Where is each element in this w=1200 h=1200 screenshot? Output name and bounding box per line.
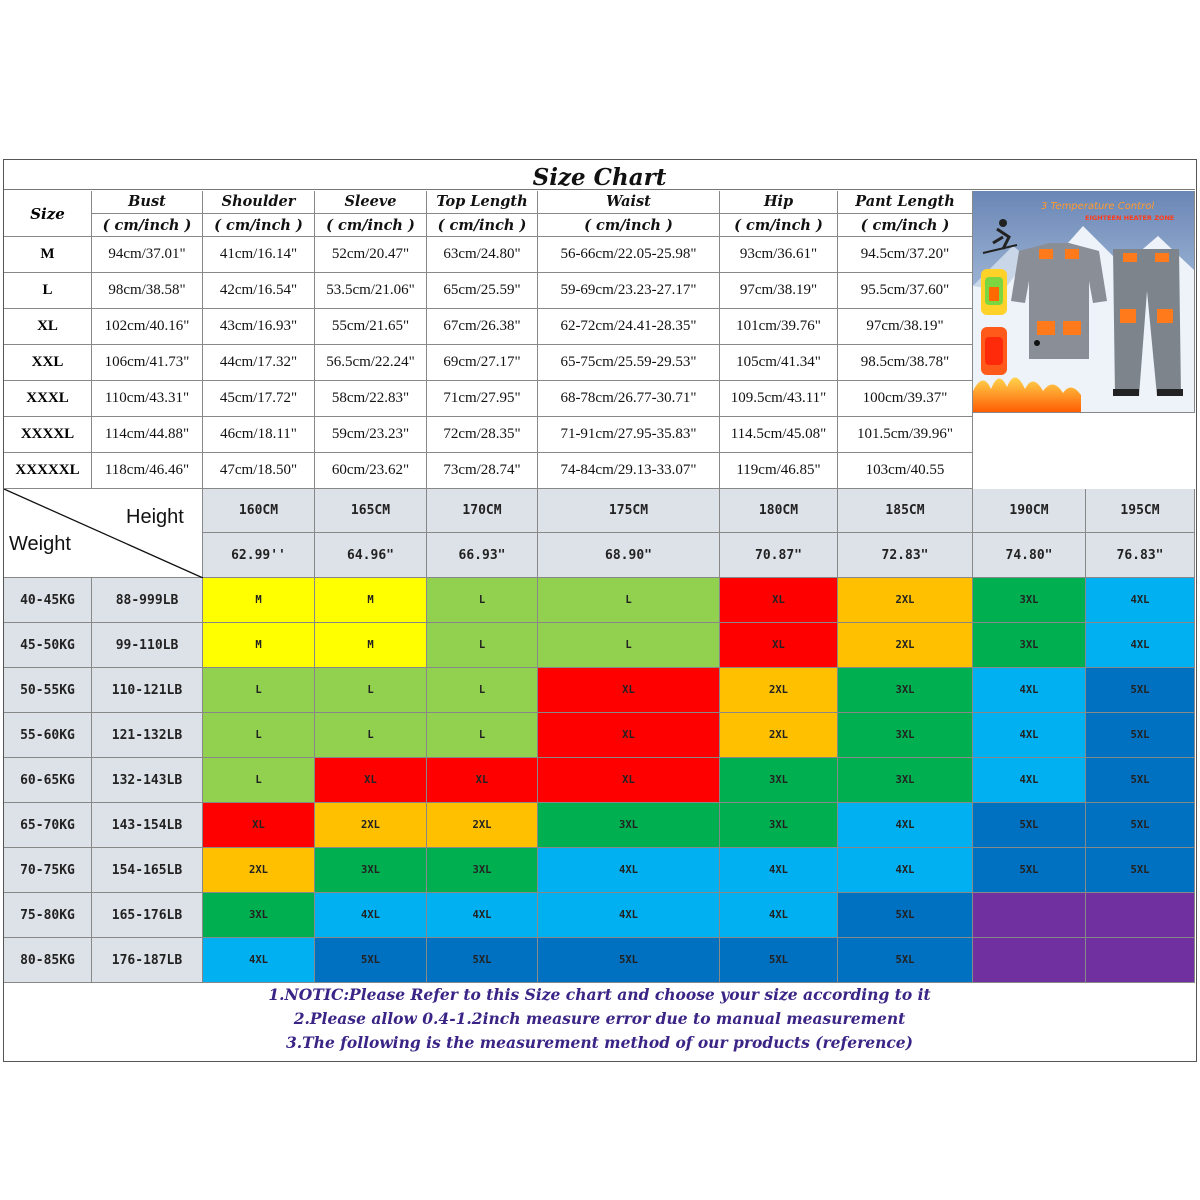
- size-grid-cell: 4XL: [203, 938, 315, 983]
- size-grid-cell: 4XL: [720, 848, 838, 893]
- size-grid-cell: 4XL: [427, 893, 538, 938]
- size-grid-cell: 4XL: [838, 803, 973, 848]
- size-label-cell: XXXL: [4, 381, 92, 417]
- size-grid-cell: 3XL: [427, 848, 538, 893]
- size-grid-cell: [973, 893, 1086, 938]
- weight-kg-cell: 75-80KG: [4, 893, 92, 938]
- weight-lb-cell: 132-143LB: [92, 758, 203, 803]
- height-in-header: 70.87": [720, 533, 838, 578]
- measure-value-cell: 44cm/17.32": [203, 345, 315, 381]
- weight-lb-cell: 99-110LB: [92, 623, 203, 668]
- weight-kg-cell: 45-50KG: [4, 623, 92, 668]
- size-grid-cell: 3XL: [838, 758, 973, 803]
- size-grid-cell: 5XL: [973, 803, 1086, 848]
- height-cm-header: 185CM: [838, 489, 973, 533]
- size-label-cell: XL: [4, 309, 92, 345]
- note-1: 1.NOTIC:Please Refer to this Size chart and choose your size according to it: [268, 985, 931, 1004]
- measure-value-cell: 94.5cm/37.20": [838, 237, 973, 273]
- measure-value-cell: 58cm/22.83": [315, 381, 427, 417]
- size-grid-cell: 4XL: [973, 668, 1086, 713]
- measure-header-3: [315, 191, 427, 237]
- size-grid-cell: 3XL: [720, 758, 838, 803]
- height-cm-header: 165CM: [315, 489, 427, 533]
- measure-header-name: Hip: [763, 193, 794, 210]
- size-grid-cell: 3XL: [973, 578, 1086, 623]
- size-grid-cell: L: [315, 713, 427, 758]
- size-chart-sheet: [3, 159, 1197, 1062]
- height-cm-header: 190CM: [973, 489, 1086, 533]
- measure-value-cell: 43cm/16.93": [203, 309, 315, 345]
- size-grid-cell: 5XL: [838, 938, 973, 983]
- measure-value-cell: 68-78cm/26.77-30.71": [538, 381, 720, 417]
- height-cm-header: 195CM: [1086, 489, 1195, 533]
- measure-value-cell: 60cm/23.62": [315, 453, 427, 489]
- weight-lb-cell: 165-176LB: [92, 893, 203, 938]
- weight-kg-cell: 70-75KG: [4, 848, 92, 893]
- measure-value-cell: 102cm/40.16": [92, 309, 203, 345]
- measure-value-cell: 65cm/25.59": [427, 273, 538, 309]
- size-grid-cell: L: [427, 713, 538, 758]
- size-grid-cell: M: [203, 578, 315, 623]
- size-grid-cell: 4XL: [538, 893, 720, 938]
- weight-lb-cell: 143-154LB: [92, 803, 203, 848]
- measure-value-cell: 98.5cm/38.78": [838, 345, 973, 381]
- measure-header-name: Shoulder: [221, 193, 296, 210]
- measure-header-unit: ( cm/inch ): [538, 213, 719, 237]
- note-3: 3.The following is the measurement method of our products (reference): [285, 1033, 914, 1052]
- weight-lb-cell: 176-187LB: [92, 938, 203, 983]
- size-grid-cell: 3XL: [538, 803, 720, 848]
- measure-header-name: Sleeve: [344, 193, 397, 210]
- weight-axis-label: Weight: [9, 533, 71, 555]
- image-subcaption: EIGHTEEN HEATER ZONE: [1085, 214, 1175, 222]
- size-grid-cell: 2XL: [720, 713, 838, 758]
- measure-value-cell: 109.5cm/43.11": [720, 381, 838, 417]
- measure-value-cell: 72cm/28.35": [427, 417, 538, 453]
- product-image: [973, 191, 1195, 413]
- notes-section: [4, 979, 1195, 1061]
- size-grid-cell: XL: [538, 713, 720, 758]
- measure-value-cell: 55cm/21.65": [315, 309, 427, 345]
- measure-value-cell: 71cm/27.95": [427, 381, 538, 417]
- size-grid-cell: 3XL: [973, 623, 1086, 668]
- size-grid-cell: L: [315, 668, 427, 713]
- size-grid-cell: 5XL: [720, 938, 838, 983]
- size-label-cell: XXL: [4, 345, 92, 381]
- size-grid-cell: [973, 938, 1086, 983]
- measure-value-cell: 114cm/44.88": [92, 417, 203, 453]
- height-cm-header: 170CM: [427, 489, 538, 533]
- size-grid-cell: 2XL: [838, 578, 973, 623]
- size-grid-cell: 5XL: [427, 938, 538, 983]
- size-grid-cell: 5XL: [973, 848, 1086, 893]
- measure-header-name: Top Length: [436, 193, 528, 210]
- measure-value-cell: 97cm/38.19": [838, 309, 973, 345]
- size-label-cell: L: [4, 273, 92, 309]
- size-grid-cell: 4XL: [838, 848, 973, 893]
- measure-value-cell: 110cm/43.31": [92, 381, 203, 417]
- size-grid-cell: M: [203, 623, 315, 668]
- measure-header-unit: ( cm/inch ): [720, 213, 837, 237]
- measure-value-cell: 46cm/18.11": [203, 417, 315, 453]
- measure-value-cell: 103cm/40.55: [838, 453, 973, 489]
- size-grid-cell: 4XL: [1086, 578, 1195, 623]
- height-cm-header: 160CM: [203, 489, 315, 533]
- measure-value-cell: 53.5cm/21.06": [315, 273, 427, 309]
- weight-kg-cell: 40-45KG: [4, 578, 92, 623]
- heated-thermal-set-illustration: [973, 191, 1195, 413]
- thermal-figure-yellow: [981, 269, 1007, 315]
- height-cm-header: 175CM: [538, 489, 720, 533]
- size-grid-cell: [1086, 938, 1195, 983]
- height-in-header: 76.83": [1086, 533, 1195, 578]
- size-grid-cell: XL: [427, 758, 538, 803]
- measure-value-cell: 65-75cm/25.59-29.53": [538, 345, 720, 381]
- size-grid-cell: XL: [720, 623, 838, 668]
- size-grid-cell: 4XL: [1086, 623, 1195, 668]
- size-grid-cell: 4XL: [973, 713, 1086, 758]
- size-label-cell: M: [4, 237, 92, 273]
- measure-value-cell: 59cm/23.23": [315, 417, 427, 453]
- measure-header-unit: ( cm/inch ): [838, 213, 972, 237]
- note-2: 2.Please allow 0.4-1.2inch measure error due to manual measurement: [293, 1009, 906, 1028]
- height-in-header: 62.99'': [203, 533, 315, 578]
- size-grid-cell: L: [538, 623, 720, 668]
- measure-value-cell: 98cm/38.58": [92, 273, 203, 309]
- weight-kg-cell: 55-60KG: [4, 713, 92, 758]
- size-label-cell: XXXXXL: [4, 453, 92, 489]
- measure-value-cell: 45cm/17.72": [203, 381, 315, 417]
- measure-value-cell: 67cm/26.38": [427, 309, 538, 345]
- weight-lb-cell: 154-165LB: [92, 848, 203, 893]
- size-label-cell: XXXXL: [4, 417, 92, 453]
- size-grid-cell: 2XL: [720, 668, 838, 713]
- measure-header-unit: ( cm/inch ): [427, 213, 537, 237]
- measure-value-cell: 42cm/16.54": [203, 273, 315, 309]
- size-grid-cell: XL: [538, 758, 720, 803]
- size-grid-cell: XL: [538, 668, 720, 713]
- measure-header-2: [203, 191, 315, 237]
- size-grid-cell: 2XL: [838, 623, 973, 668]
- size-grid-cell: 2XL: [203, 848, 315, 893]
- size-grid-cell: L: [427, 623, 538, 668]
- size-grid-cell: 3XL: [315, 848, 427, 893]
- size-grid-cell: 5XL: [538, 938, 720, 983]
- weight-kg-cell: 65-70KG: [4, 803, 92, 848]
- size-grid-cell: [1086, 893, 1195, 938]
- measure-value-cell: 97cm/38.19": [720, 273, 838, 309]
- size-grid-cell: 4XL: [973, 758, 1086, 803]
- height-in-header: 72.83": [838, 533, 973, 578]
- size-grid-cell: 2XL: [427, 803, 538, 848]
- measure-value-cell: 101.5cm/39.96": [838, 417, 973, 453]
- measure-value-cell: 101cm/39.76": [720, 309, 838, 345]
- weight-kg-cell: 60-65KG: [4, 758, 92, 803]
- measure-value-cell: 74-84cm/29.13-33.07": [538, 453, 720, 489]
- measure-header-name: Waist: [606, 193, 651, 210]
- height-in-header: 68.90": [538, 533, 720, 578]
- weight-lb-cell: 88-999LB: [92, 578, 203, 623]
- measure-value-cell: 105cm/41.34": [720, 345, 838, 381]
- measure-value-cell: 62-72cm/24.41-28.35": [538, 309, 720, 345]
- image-caption: 3 Temperature Control: [1041, 201, 1155, 212]
- size-grid-cell: XL: [203, 803, 315, 848]
- measure-value-cell: 106cm/41.73": [92, 345, 203, 381]
- size-grid-cell: M: [315, 578, 427, 623]
- size-grid-cell: XL: [315, 758, 427, 803]
- measure-header-5: [538, 191, 720, 237]
- height-axis-label: Height: [126, 506, 184, 528]
- measure-value-cell: 73cm/28.74": [427, 453, 538, 489]
- measure-value-cell: 114.5cm/45.08": [720, 417, 838, 453]
- measure-value-cell: 93cm/36.61": [720, 237, 838, 273]
- measure-value-cell: 56-66cm/22.05-25.98": [538, 237, 720, 273]
- measure-header-unit: ( cm/inch ): [315, 213, 426, 237]
- size-grid-cell: 5XL: [1086, 803, 1195, 848]
- size-grid-cell: 4XL: [538, 848, 720, 893]
- measure-value-cell: 41cm/16.14": [203, 237, 315, 273]
- measure-header-6: [720, 191, 838, 237]
- measure-header-name: Bust: [128, 193, 166, 210]
- size-grid-cell: 5XL: [1086, 758, 1195, 803]
- height-in-header: 74.80": [973, 533, 1086, 578]
- size-grid-cell: L: [427, 668, 538, 713]
- measure-header-name: Pant Length: [855, 193, 955, 210]
- size-grid-cell: L: [427, 578, 538, 623]
- size-grid-cell: M: [315, 623, 427, 668]
- height-in-header: 64.96": [315, 533, 427, 578]
- measure-value-cell: 95.5cm/37.60": [838, 273, 973, 309]
- height-in-header: 66.93": [427, 533, 538, 578]
- height-cm-header: 180CM: [720, 489, 838, 533]
- size-grid-cell: 5XL: [838, 893, 973, 938]
- size-grid-cell: 5XL: [1086, 848, 1195, 893]
- measure-header-unit: ( cm/inch ): [203, 213, 314, 237]
- size-grid-cell: L: [203, 668, 315, 713]
- measure-value-cell: 63cm/24.80": [427, 237, 538, 273]
- size-grid-cell: L: [203, 758, 315, 803]
- size-grid-cell: 5XL: [315, 938, 427, 983]
- measure-header-7: [838, 191, 973, 237]
- size-column-header: Size: [4, 191, 92, 237]
- size-grid-cell: 5XL: [1086, 668, 1195, 713]
- measure-value-cell: 59-69cm/23.23-27.17": [538, 273, 720, 309]
- chart-title: Size Chart: [4, 160, 1195, 190]
- size-grid-cell: 4XL: [315, 893, 427, 938]
- measure-header-unit: ( cm/inch ): [92, 213, 202, 237]
- size-grid-cell: L: [203, 713, 315, 758]
- measure-value-cell: 56.5cm/22.24": [315, 345, 427, 381]
- size-grid-cell: XL: [720, 578, 838, 623]
- weight-lb-cell: 110-121LB: [92, 668, 203, 713]
- measure-value-cell: 47cm/18.50": [203, 453, 315, 489]
- size-grid-cell: 3XL: [203, 893, 315, 938]
- size-grid-cell: 3XL: [838, 713, 973, 758]
- size-grid-cell: 4XL: [720, 893, 838, 938]
- weight-kg-cell: 80-85KG: [4, 938, 92, 983]
- measure-value-cell: 94cm/37.01": [92, 237, 203, 273]
- measure-header-4: [427, 191, 538, 237]
- size-grid-cell: 2XL: [315, 803, 427, 848]
- measure-value-cell: 52cm/20.47": [315, 237, 427, 273]
- measure-value-cell: 118cm/46.46": [92, 453, 203, 489]
- thermal-figure-red: [981, 327, 1007, 375]
- size-grid-cell: L: [538, 578, 720, 623]
- height-weight-corner: [4, 489, 203, 578]
- measure-value-cell: 69cm/27.17": [427, 345, 538, 381]
- weight-kg-cell: 50-55KG: [4, 668, 92, 713]
- measure-value-cell: 119cm/46.85": [720, 453, 838, 489]
- weight-lb-cell: 121-132LB: [92, 713, 203, 758]
- size-grid-cell: 5XL: [1086, 713, 1195, 758]
- measure-header-1: [92, 191, 203, 237]
- measure-value-cell: 100cm/39.37": [838, 381, 973, 417]
- size-grid-cell: 3XL: [838, 668, 973, 713]
- measure-value-cell: 71-91cm/27.95-35.83": [538, 417, 720, 453]
- size-grid-cell: 3XL: [720, 803, 838, 848]
